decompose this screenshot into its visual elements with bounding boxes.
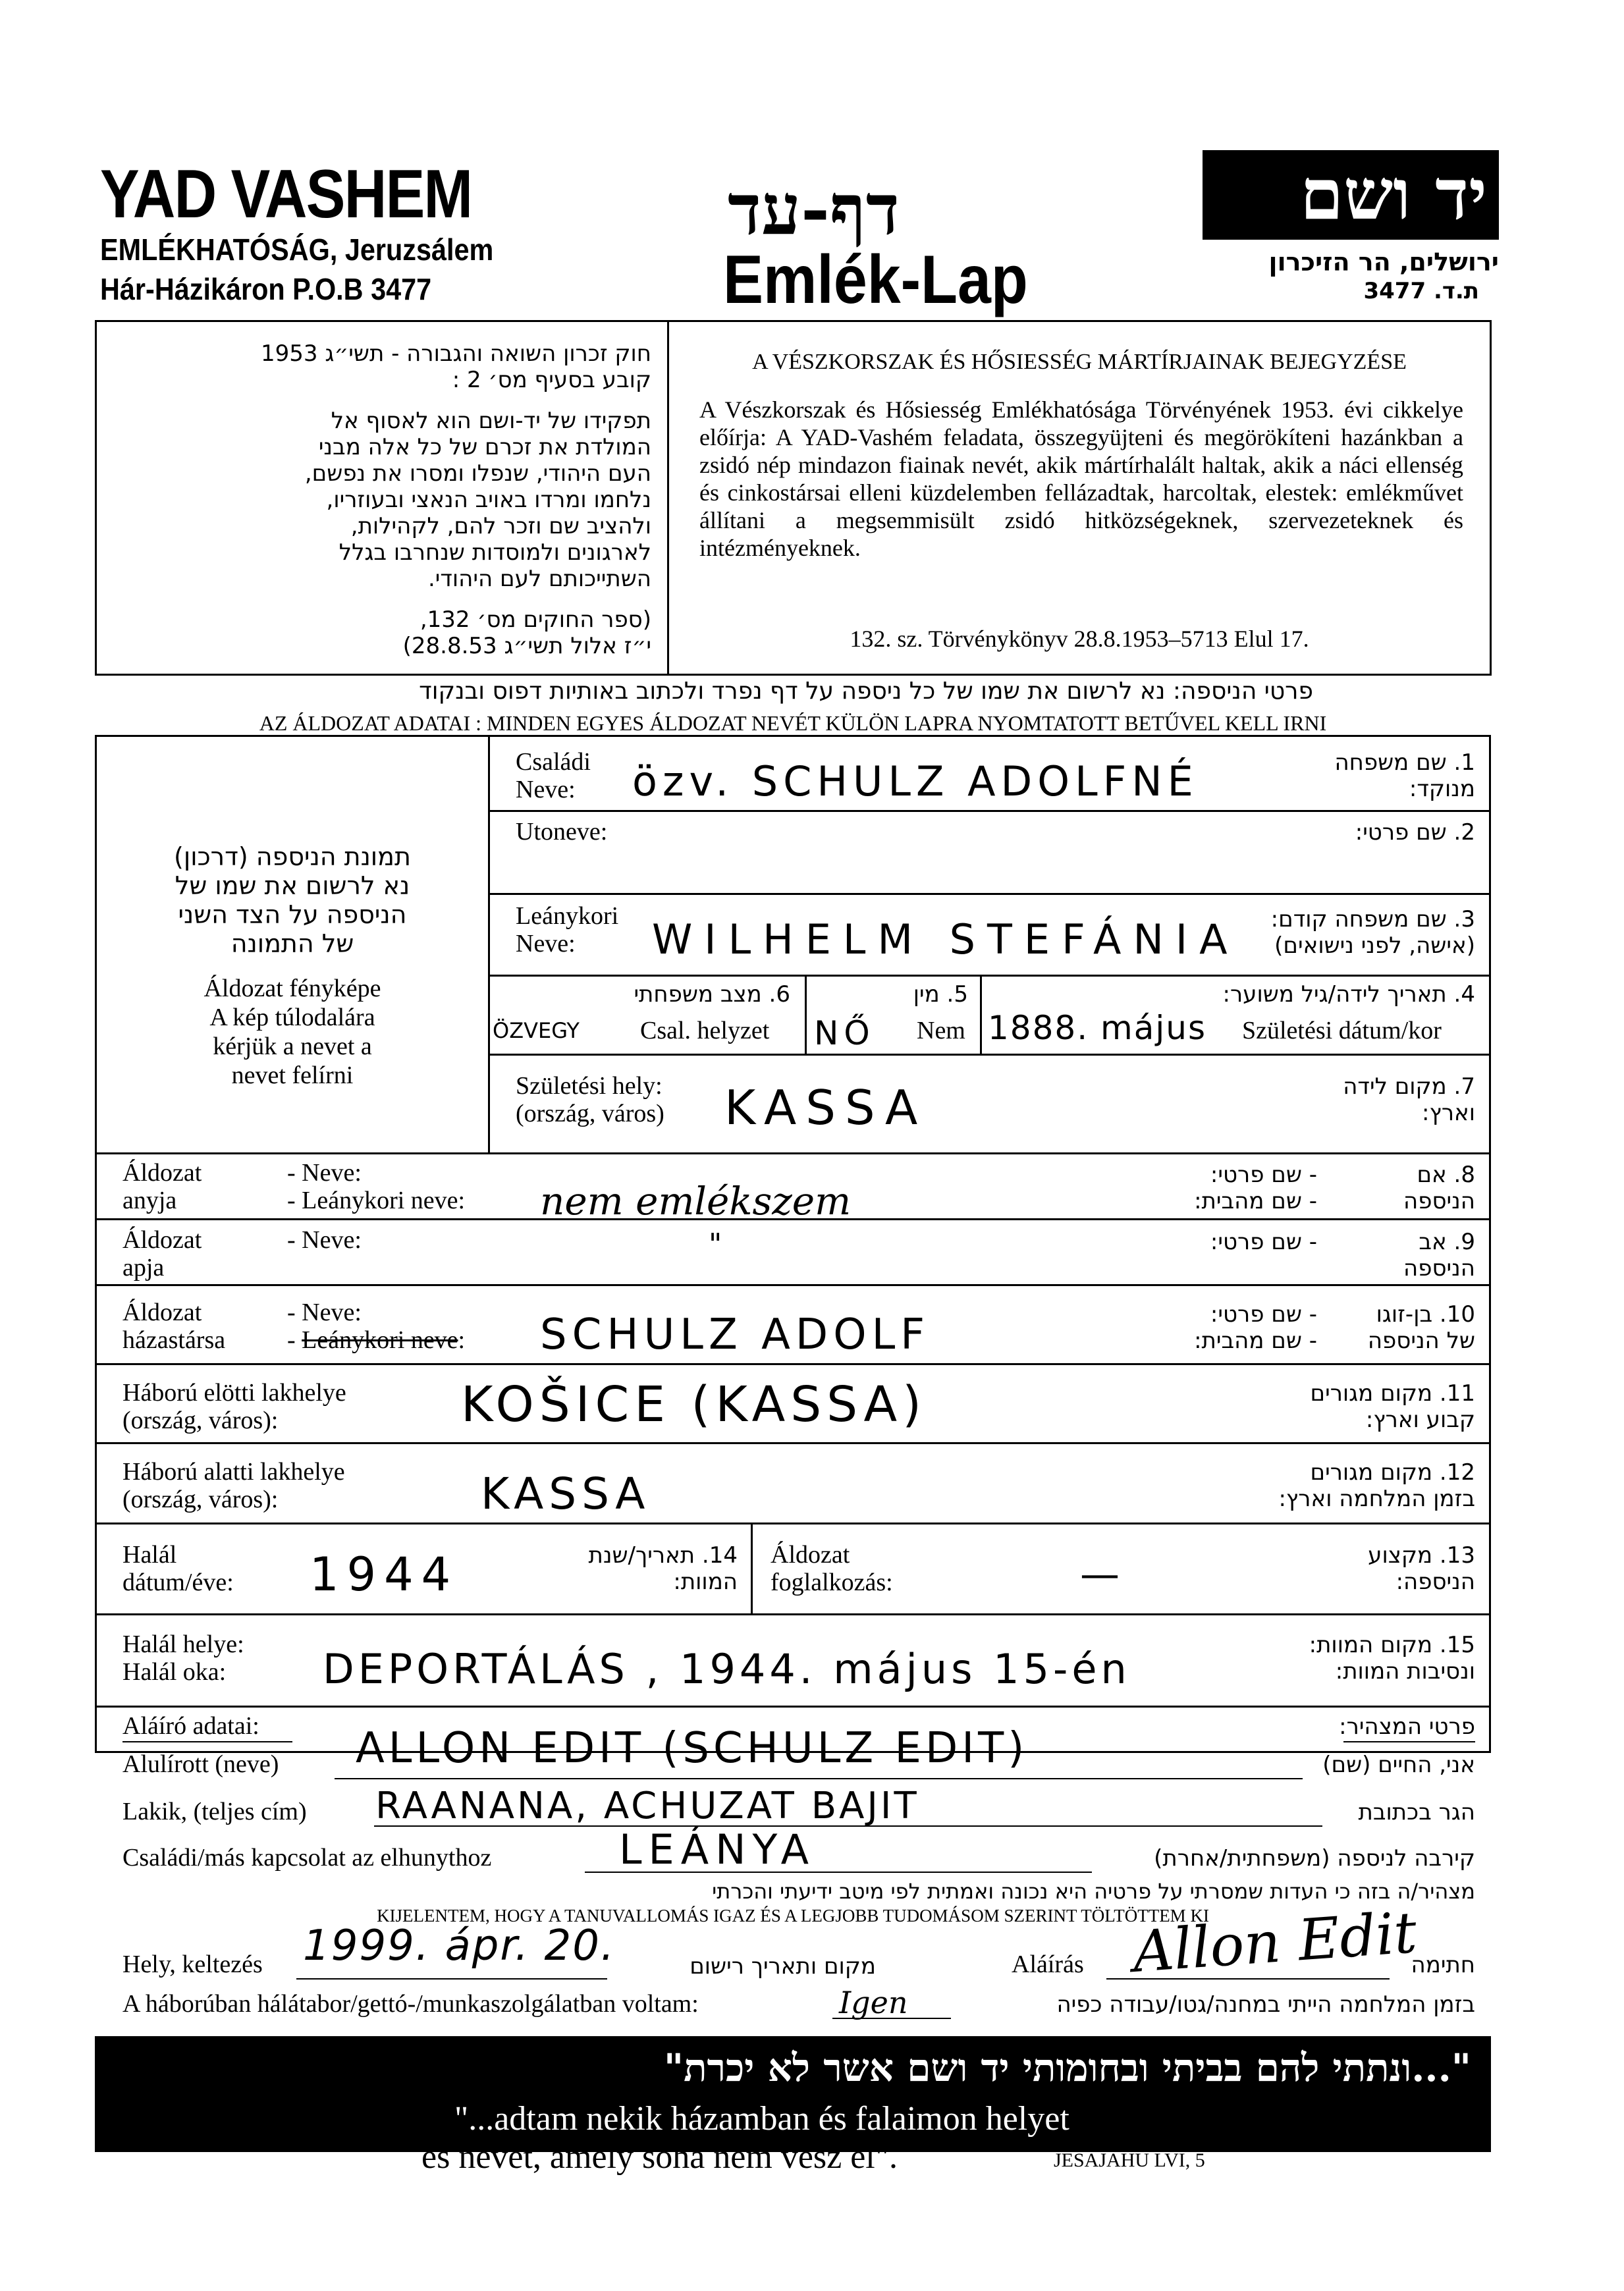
law-hebrew-box (95, 320, 669, 676)
form-title: Emlék-Lap (723, 242, 1028, 318)
yad-vashem-logo (1203, 150, 1499, 240)
field-14-death-year-value[interactable]: 1944 (310, 1548, 459, 1602)
declaration-hebrew: מצהיר/ה בזה כי העדות שמסרתי על פרטיה היא נכונה ואמתית לפי מיטב ידיעתי והכרתי (712, 1879, 1475, 1904)
field-8-label: Áldozat anyja (122, 1159, 202, 1214)
signer-address-label: Lakik, (teljes cím) (122, 1798, 307, 1825)
field-10-spouse-value[interactable]: SCHULZ ADOLF (540, 1310, 931, 1359)
footer-hebrew-quote: "...ונתתי להם בביתי ובחומותי יד ושם אשר לא יכרת" (663, 2045, 1471, 2090)
photo-he-line: הניספה על הצד השני (178, 900, 407, 929)
law-he-line: השתייכותם לעם היהודי. (427, 566, 651, 592)
org-title: YAD VASHEM (100, 156, 472, 232)
field-3-label: Leánykori Neve: (516, 902, 619, 957)
footer-hungarian-line-1: "...adtam nekik házamban és falaimon helyet (454, 2100, 1069, 2138)
logo-hebrew-text: יד ושם (1300, 153, 1487, 235)
field-12-label: Háború alatti lakhelye (ország, város): (122, 1458, 345, 1513)
address-hebrew-1: ירושלים, הר הזיכרון (1268, 248, 1499, 277)
field-2-label-he: 2. שם פרטי: (1355, 819, 1475, 846)
place-date-value[interactable]: 1999. ápr. 20. (303, 1922, 616, 1970)
field-8-sublabels: - Neve: - Leánykori neve: (287, 1159, 466, 1214)
field-8-sublabels-he: - שם פרטי: - שם מהבית: (1194, 1162, 1317, 1214)
field-11-prewar-residence-value[interactable]: KOŠICE (KASSA) (461, 1376, 927, 1433)
field-6-marital-status-value[interactable]: ÖZVEGY (493, 1018, 580, 1043)
law-he-line: קובע בסעיף מס׳ 2 : (452, 367, 651, 393)
wartime-camp-label: A háborúban hálátabor/gettó-/munkaszolgálatban voltam: (122, 1990, 699, 2018)
law-he-line: העם היהודי, שנפלו ומסרו את נפשם, (304, 460, 651, 487)
field-14-label-he: 14. תאריך/שנת המוות: (588, 1542, 738, 1595)
declaration-hungarian: KIJELENTEM, HOGY A TANUVALLOMÁS IGAZ ÉS A LEGJOBB TUDOMÁSOM SZERINT TÖLTÖTTEM KI (377, 1906, 1209, 1926)
signer-name-label: Alulírott (neve) (122, 1750, 279, 1778)
field-15-death-place-value[interactable]: DEPORTÁLÁS , 1944. május 15-én (323, 1645, 1131, 1693)
place-date-label-he: מקום ותאריך רישום (690, 1953, 876, 1980)
field-1-label: Családi Neve: (516, 748, 591, 803)
field-4-label: Születési dátum/kor (1242, 1017, 1442, 1044)
photo-hu-line: A kép túlodalára (209, 1004, 375, 1031)
field-5-label-he: 5. מין (913, 981, 968, 1008)
photo-he-line: תמונת הניספה (דרכון) (174, 842, 411, 871)
law-he-line: לארגונים ולמוסדות שנחרבו בגלל (338, 539, 651, 566)
photo-hu-line: kérjük a nevet a (213, 1033, 372, 1060)
field-4-birth-date-value[interactable]: 1888. május (988, 1009, 1207, 1047)
field-9-sublabel-he: - שם פרטי: (1210, 1229, 1317, 1255)
signer-title-he: פרטי המצהיר: (1339, 1713, 1475, 1740)
center-hebrew-title: דף-עד (728, 168, 900, 250)
field-14-label: Halál dátum/éve: (122, 1541, 234, 1596)
field-10-struck-label: Leánykori neve (302, 1326, 458, 1354)
footer-reference: JESAJAHU LVI, 5 (1054, 2149, 1205, 2171)
field-1-family-name-value[interactable]: özv. SCHULZ ADOLFNÉ (632, 757, 1199, 805)
signer-relation-label-he: קירבה לניספה (משפחתית/אחרת) (1154, 1845, 1475, 1872)
signer-name-value[interactable]: ALLON EDIT (SCHULZ EDIT) (356, 1724, 1029, 1773)
law-he-line: תפקידו של יד-ושם הוא לאסוף אל (331, 408, 651, 434)
signature-label-he: חתימה (1411, 1952, 1475, 1978)
field-9-label: Áldozat apja (122, 1226, 202, 1281)
field-15-label: Halál helye: Halál oka: (122, 1631, 244, 1686)
field-1-label-he: 1. שם משפחה מנוקד: (1334, 749, 1475, 802)
field-4-label-he: 4. תאריך לידה/גיל משוער: (1222, 981, 1475, 1008)
field-7-birthplace-value[interactable]: KASSA (724, 1080, 927, 1135)
law-he-line: המולדת את זכרם של כל אלה מבני (318, 434, 651, 460)
instructions-hungarian: AZ ÁLDOZAT ADATAI : MINDEN EGYES ÁLDOZAT NEVÉT KÜLÖN LAPRA NYOMTATOTT BETŰVEL KELL IRNI (259, 711, 1327, 735)
field-11-label-he: 11. מקום מגורים קבוע וארץ: (1310, 1380, 1475, 1433)
signature-value[interactable]: Allon Edit (1131, 1900, 1419, 1985)
field-10-label: Áldozat házastársa (122, 1299, 226, 1354)
photo-he-line: של התמונה (230, 929, 354, 958)
signature-label: Aláírás (1012, 1951, 1084, 1978)
photo-box[interactable] (97, 737, 488, 1152)
field-11-label: Háború elötti lakhelye (ország, város): (122, 1379, 346, 1434)
law-he-ref: י״ז אלול תשי״ג 28.8.53) (402, 633, 651, 659)
field-3-label-he: 3. שם משפחה קודם: (אישה, לפני נישואים) (1270, 906, 1475, 959)
signer-address-label-he: הגר בכתובת (1358, 1799, 1475, 1825)
signer-relation-value[interactable]: LEÁNYA (619, 1825, 815, 1873)
field-13-label: Áldozat foglalkozás: (771, 1541, 893, 1596)
org-subtitle-2: Hár-Házikáron P.O.B 3477 (100, 272, 432, 306)
field-12-label-he: 12. מקום מגורים בזמן המלחמה וארץ: (1278, 1459, 1475, 1512)
footer-hungarian-line-2: és nevet, amely soha nem vész el". (421, 2138, 898, 2176)
field-15-label-he: 15. מקום המוות: ונסיבות המוות: (1309, 1632, 1475, 1685)
field-9-sublabel: - Neve: (287, 1226, 362, 1254)
law-he-line: ולהציב שם וזכר להם, לקהילות, (350, 513, 651, 539)
field-5-label: Nem (917, 1017, 965, 1044)
field-8-mother-value[interactable]: nem emlékszem (540, 1179, 852, 1224)
field-12-wartime-residence-value[interactable]: KASSA (481, 1469, 651, 1519)
field-9-label-he: 9. אב הניספה (1403, 1229, 1475, 1281)
place-date-label: Hely, keltezés (122, 1951, 263, 1978)
field-13-label-he: 13. מקצוע הניספה: (1368, 1542, 1475, 1595)
wartime-camp-value[interactable]: Igen (839, 1985, 908, 2020)
field-6-label: Csal. helyzet (640, 1017, 770, 1044)
signer-address-value[interactable]: RAANANA, ACHUZAT BAJIT (375, 1785, 919, 1827)
field-3-maiden-name-value[interactable]: WILHELM STEFÁNIA (652, 915, 1239, 963)
photo-hu-line: Áldozat fényképe (203, 975, 381, 1002)
wartime-camp-label-he: בזמן המלחמה הייתי במחנה/גטו/עבודה כפיה (1056, 1991, 1475, 2018)
address-hebrew-2: ת.ד. 3477 (1363, 278, 1479, 304)
signer-name-label-he: אני, החיים (שם) (1322, 1752, 1475, 1778)
field-10-sublabels-he: - שם פרטי: - שם מהבית: (1194, 1301, 1317, 1354)
law-hungarian-box (667, 320, 1492, 676)
field-2-label: Utoneve: (516, 818, 608, 846)
field-13-occupation-value[interactable]: — (1080, 1551, 1125, 1598)
field-9-father-value[interactable]: " (709, 1227, 728, 1261)
signer-relation-label: Családi/más kapcsolat az elhunythoz (122, 1844, 492, 1872)
field-10-label-he: 10. בן-זוגו של הניספה (1367, 1301, 1475, 1354)
field-5-sex-value[interactable]: NŐ (814, 1014, 875, 1052)
law-hu-title: A VÉSZKORSZAK ÉS HŐSIESSÉG MÁRTÍRJAINAK BEJEGYZÉSE (752, 350, 1407, 374)
law-he-line: נלחמו ומרדו באויב הנאצי ובעוזריו, (326, 487, 651, 513)
instructions-hebrew: פרטי הניספה: נא לרשום את שמו של כל ניספה על דף נפרד ולכתוב באותיות דפוס ובנקוד (419, 678, 1313, 705)
field-7-label-he: 7. מקום לידה וארץ: (1343, 1073, 1475, 1126)
field-6-label-he: 6. מצב משפחתי (634, 981, 790, 1008)
photo-hu-line: nevet felírni (231, 1062, 354, 1089)
field-8-label-he: 8. אם הניספה (1403, 1162, 1475, 1214)
org-subtitle-1: EMLÉKHATÓSÁG, Jeruzsálem (100, 232, 494, 267)
photo-he-line: נא לרשום את שמו של (175, 871, 410, 900)
law-hu-body: A Vészkorszak és Hősiesség Emlékhatósága Törvényének 1953. évi cikkelye előírja: A YAD-Vashém feladata, összegyüjteni és megörökíteni hazánkban a zsidó nép mindazon fiainak nevét, akik mártírhalált haltak, akik a náci ellenség és cinkostársai elleni küzdelemben fellázadtak, harcoltak, elestek: emlékművet állítani a megsemmisült zsidó hitközségeknek, szervezeteknek és intézményeknek. (699, 396, 1463, 561)
law-he-line: חוק זכרון השואה והגבורה - תשי״ג 1953 (261, 340, 651, 367)
field-10-sublabels: - Neve: - Leánykori neve: (287, 1299, 466, 1354)
law-hu-ref: 132. sz. Törvénykönyv 28.8.1953–5713 Elul 17. (850, 626, 1309, 652)
field-7-label: Születési hely: (ország, város) (516, 1072, 664, 1127)
signer-title: Aláíró adatai: (122, 1712, 259, 1740)
law-he-ref: (ספר החוקים מס׳ 132, (420, 606, 651, 633)
